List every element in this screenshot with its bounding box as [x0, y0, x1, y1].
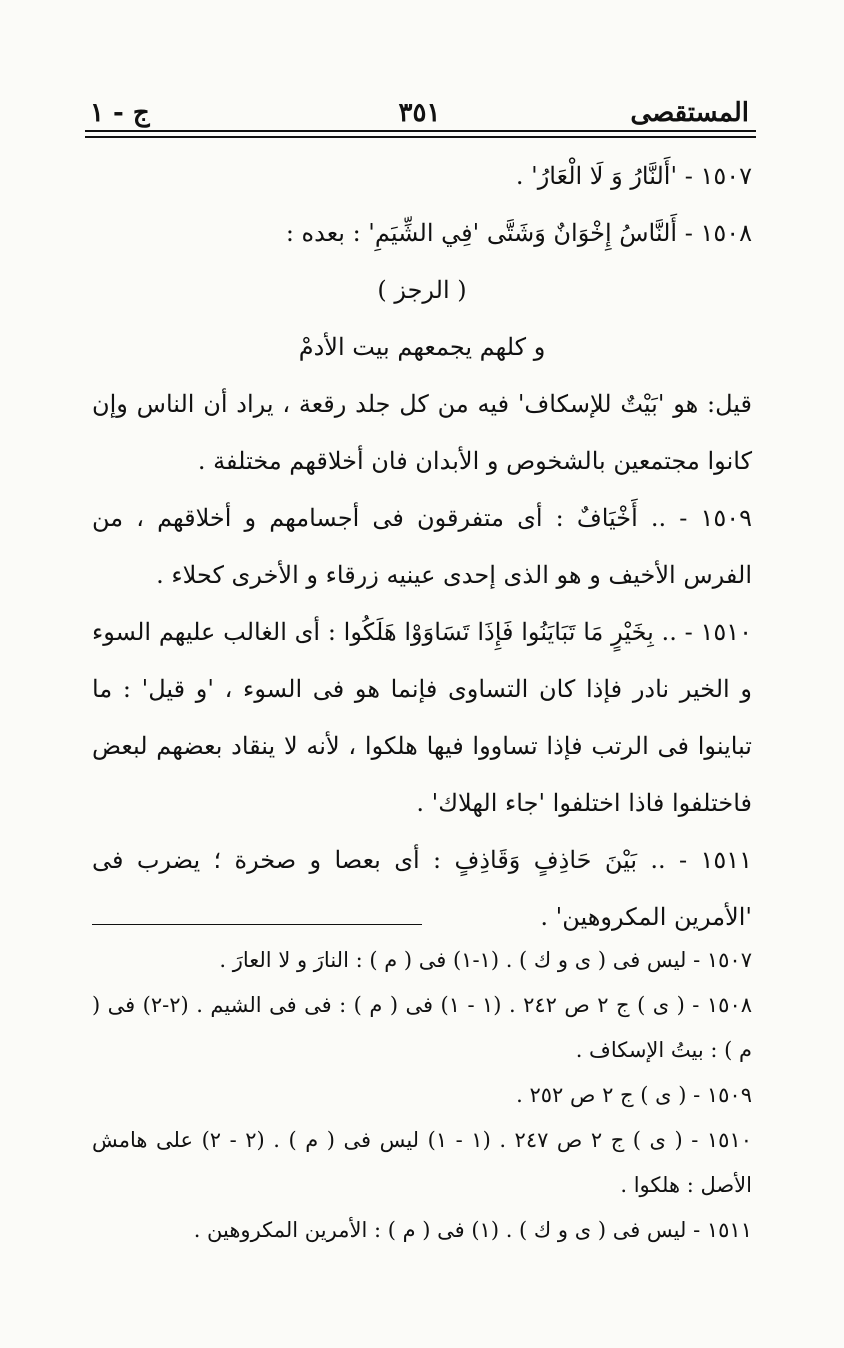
footnote-1508: ١٥٠٨ - ( ى ) ج ٢ ص ٢٤٢ . (١ - ١) فى ( م ) : فى فى الشيم . (٢-٢) فى ( م ) : بيتُ الإسكاف . — [92, 993, 753, 1062]
entry-1508: ١٥٠٨ - أَلنَّاسُ إِخْوَانٌ وَشَتَّى 'فِي الشِّيَمِ' : بعده : — [285, 219, 752, 247]
entry-1509: ١٥٠٩ - .. أَخْيَافٌ : أى متفرقون فى أجسامهم و أخلاقهم ، من الفرس الأخيف و هو الذى إحدى عينيه زرقاء و الأخرى كحلاء . — [92, 504, 752, 589]
header-rule-bottom — [85, 136, 756, 138]
entry-1507: ١٥٠٧ - 'أَلنَّارُ وَ لَا الْعَارُ' . — [515, 162, 752, 190]
book-title: المستقصى — [630, 98, 749, 128]
meter-label: ( الرجز ) — [377, 276, 467, 304]
volume-label: ج - ١ — [90, 98, 150, 128]
verse-line: و كلهم يجمعهم بيت الأدمْ — [298, 333, 546, 361]
footnote-separator — [92, 924, 422, 925]
page-number: ٣٥١ — [398, 98, 441, 128]
entry-1511: ١٥١١ - .. بَيْنَ حَاذِفٍ وَقَاذِفٍ : أى بعصا و صخرة ؛ يضرب فى 'الأمرين المكروهين' . — [92, 846, 752, 931]
header-rule-top — [85, 130, 756, 132]
footnote-1511: ١٥١١ - ليس فى ( ى و ك ) . (١) فى ( م ) : الأمرين المكروهين . — [193, 1218, 752, 1242]
entry-1508-commentary: قيل: هو 'بَيْتٌ للإسكاف' فيه من كل جلد رقعة ، يراد أن الناس وإن كانوا مجتمعين بالشخوص و الأبدان فان أخلاقهم مختلفة . — [92, 390, 752, 475]
running-header — [90, 78, 749, 128]
footnote-1507: ١٥٠٧ - ليس فى ( ى و ك ) . (١-١) فى ( م ) : النارَ و لا العارَ . — [219, 948, 752, 972]
footnotes — [92, 938, 752, 1253]
footnote-1510: ١٥١٠ - ( ى ) ج ٢ ص ٢٤٧ . (١ - ١) ليس فى ( م ) . (٢ - ٢) على هامش الأصل : هلكوا . — [92, 1128, 753, 1197]
main-text — [92, 148, 752, 946]
entry-1510: ١٥١٠ - .. بِخَيْرٍ مَا تَبَايَنُوا فَإِذَا تَسَاوَوْا هَلَكُوا : أى الغالب عليهم السوء و الخير نادر فإذا كان التساوى فإنما هو فى السوء ، 'و قيل' : ما تباينوا فى الرتب فإذا تساووا فيها هلكوا ، لأنه لا ينقاد بعضهم لبعض فاختلفوا فاذا اختلفوا 'جاء الهلاك' . — [92, 618, 752, 817]
footnote-1509: ١٥٠٩ - ( ى ) ج ٢ ص ٢٥٢ . — [516, 1083, 752, 1107]
